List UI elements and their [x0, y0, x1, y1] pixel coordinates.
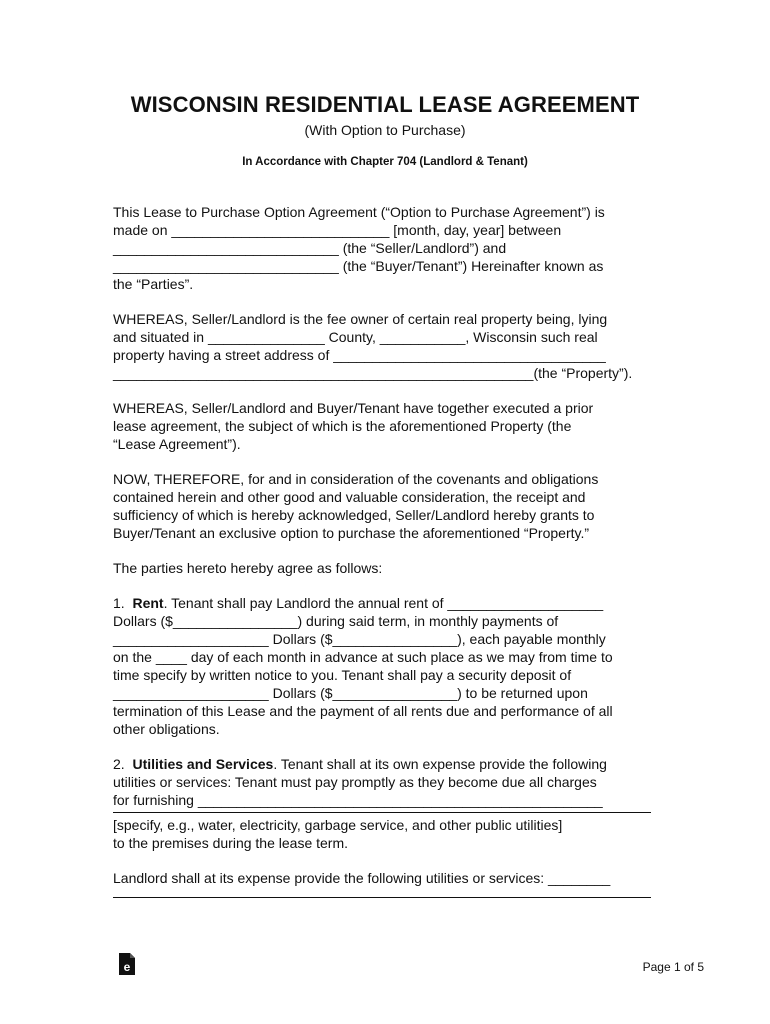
utilities-heading: Utilities and Services — [132, 756, 274, 772]
text-line: This Lease to Purchase Option Agreement (“Option to Purchase Agreement”) is — [113, 204, 605, 220]
rent-heading: Rent — [132, 595, 164, 611]
rent-section — [113, 594, 673, 738]
text-line: utilities or services: Tenant must pay promptly as they become due all charges — [113, 774, 597, 790]
text-line: “Lease Agreement”). — [113, 436, 241, 452]
blank-rule — [113, 812, 651, 813]
text-line: NOW, THEREFORE, for and in consideration of the covenants and obligations — [113, 471, 599, 487]
text-line: for furnishing ____________________________________________________ — [113, 792, 603, 808]
eforms-logo-icon — [118, 952, 136, 976]
text-line: ____________________ Dollars ($________________), each payable monthly — [113, 631, 606, 647]
text-line: The parties hereto hereby agree as follows: — [113, 560, 383, 576]
text-span: . Tenant shall pay Landlord the annual rent of ____________________ — [163, 595, 604, 611]
rent-heading-line — [113, 594, 673, 612]
section-number: 1. — [113, 595, 125, 611]
svg-text:e: e — [123, 960, 131, 974]
text-line: WHEREAS, Seller/Landlord is the fee owner of certain real property being, lying — [113, 311, 608, 327]
landlord-utilities-section — [113, 869, 673, 898]
text-line: on the ____ day of each month in advance at such place as we may from time to — [113, 649, 613, 665]
whereas-property-paragraph — [113, 310, 673, 382]
text-line: made on ____________________________ [month, day, year] between — [113, 222, 562, 238]
chapter-reference: In Accordance with Chapter 704 (Landlord & Tenant) — [242, 156, 528, 168]
text-line: _____________________________ (the “Seller/Landlord”) and — [113, 240, 507, 256]
document-body — [113, 203, 673, 915]
text-line: the “Parties”. — [113, 276, 194, 292]
text-line: _____________________________ (the “Buyer/Tenant”) Hereinafter known as — [113, 258, 604, 274]
text-line: lease agreement, the subject of which is the aforementioned Property (the — [113, 418, 572, 434]
section-number: 2. — [113, 756, 125, 772]
text-line: time specify by written notice to you. Tenant shall pay a security deposit of — [113, 667, 572, 683]
text-line: Dollars ($________________) during said term, in monthly payments of — [113, 613, 559, 629]
text-line: contained herein and other good and valuable consideration, the receipt and — [113, 489, 586, 505]
now-therefore-paragraph — [113, 470, 673, 542]
text-line: [specify, e.g., water, electricity, garbage service, and other public utilities] — [113, 817, 563, 833]
whereas-lease-paragraph — [113, 399, 673, 453]
text-line: WHEREAS, Seller/Landlord and Buyer/Tenant have together executed a prior — [113, 400, 594, 416]
text-line: ____________________ Dollars ($________________) to be returned upon — [113, 685, 588, 701]
document-title: WISCONSIN RESIDENTIAL LEASE AGREEMENT — [130, 92, 640, 117]
agree-paragraph — [113, 559, 673, 577]
document-subtitle: (With Option to Purchase) — [304, 122, 466, 138]
text-line: other obligations. — [113, 721, 220, 737]
text-line: and situated in _______________ County, ___________, Wisconsin such real — [113, 329, 598, 345]
text-line: sufficiency of which is hereby acknowledged, Seller/Landlord hereby grants to — [113, 507, 595, 523]
text-line: property having a street address of ___________________________________ — [113, 347, 606, 363]
utilities-section — [113, 755, 673, 852]
text-line: Landlord shall at its expense provide the following utilities or services: ________ — [113, 870, 611, 886]
utilities-heading-line — [113, 755, 673, 773]
text-span: . Tenant shall at its own expense provide the following — [273, 756, 607, 772]
blank-rule — [113, 897, 651, 898]
text-line: termination of this Lease and the payment of all rents due and performance of all — [113, 703, 613, 719]
intro-paragraph — [113, 203, 673, 293]
text-line: to the premises during the lease term. — [113, 835, 349, 851]
text-line: Buyer/Tenant an exclusive option to purchase the aforementioned “Property.” — [113, 525, 590, 541]
text-line: ______________________________________________________(the “Property”). — [113, 365, 633, 381]
page-number: Page 1 of 5 — [642, 960, 704, 974]
